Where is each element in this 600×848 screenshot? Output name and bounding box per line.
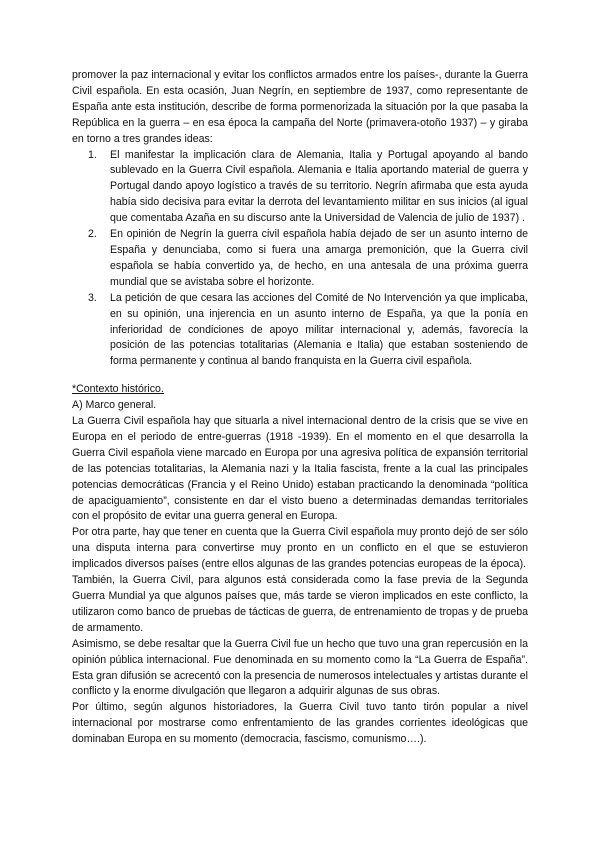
list-item-text: En opinión de Negrín la guerra civil española había dejado de ser un asunto interno de España y denunciaba, como si fuera una amarga premonición, que la Guerra civil española se había convertido ya, de hecho, en una antesala de una próxima guerra mundial que se avistaba sobre el horizonte. [110,228,528,288]
intro-paragraph: promover la paz internacional y evitar los conflictos armados entre los países-, durante la Guerra Civil española. En esta ocasión, Juan Negrín, en septiembre de 1937, como representante de España ante esta institución, describe de forma pormenorizada la situación por la que pasaba la República en la guerra – en esa época la campaña del Norte (primavera-otoño 1937) – y giraba en torno a tres grandes ideas: [72,69,528,145]
list-item-text: La petición de que cesara las acciones del Comité de No Intervención ya que implicaba, en su opinión, una injerencia en un asunto interno de España, ya que la ponía en inferioridad de condiciones de apoyo militar internacional y, además, favorecía la posición de las potencias totalitarias (Alemania e Italia) que estaban sosteniendo de forma permanente y continua al bando franquista en la Guerra civil española. [110,291,528,368]
document-page [72,68,528,748]
list-item [72,227,528,291]
list-item-text: El manifestar la implicación clara de Alemania, Italia y Portugal apoyando al bando sublevado en la Guerra Civil española. Alemania e Italia aportando material de guerra y Portugal dando apoyo logístico a través de su territorio. Negrín afirmaba que esta ayuda había sido decisiva para evitar la derrota del levantamiento militar en sus inicios (al igual que comentaba Azaña en su discurso ante la Universidad de Valencia de julio de 1937) . [110,148,528,225]
body-paragraph: Asimismo, se debe resaltar que la Guerra Civil fue un hecho que tuvo una gran repercusión en la opinión pública internacional. Fue denominada en su momento como la “La Guerra de España”. Esta gran difusión se acrecentó con la presencia de numerosos intelectuales y artistas durante el conflicto y la enorme divulgación que llegaron a adquirir algunas de sus obras. [72,637,528,698]
body-paragraph: También, la Guerra Civil, para algunos está considerada como la fase previa de la Segunda Guerra Mundial ya que algunos países que, más tarde se vieron implicados en este conflicto, la utilizaron como banco de pruebas de tácticas de guerra, de entrenamiento de tropas y de prueba de armamento. [72,574,528,634]
list-item-number: 1. [88,148,97,161]
list-item [72,148,528,228]
ideas-list [72,148,528,371]
body-paragraph: Por otra parte, hay que tener en cuenta que la Guerra Civil española muy pronto dejó de ser sólo una disputa interna para convertirse muy pronto en un conflicto en el que se estuvieron implicados diversos países (entre ellos algunas de las grandes potencias europeas de la época). [72,526,528,571]
list-item-number: 3. [88,291,97,304]
list-item-number: 2. [88,228,97,241]
section-heading: *Contexto histórico. [72,383,164,396]
subheading: A) Marco general. [72,399,157,412]
list-item [72,291,528,371]
body-paragraph: Por último, según algunos historiadores, la Guerra Civil tuvo tanto tirón popular a nivel internacional por mostrarse como enfrentamiento de las grandes corrientes ideológicas que dominaban Europa en su momento (democracia, fascismo, comunismo….). [72,701,528,746]
body-paragraph: La Guerra Civil española hay que situarla a nivel internacional dentro de la crisis que se vive en Europa en el periodo de entre-guerras (1918 -1939). En el momento en el que desarrolla la Guerra Civil española viene marcado en Europa por una agresiva política de expansión territorial de las potencias totalitarias, la Alemania nazi y la Italia fascista, frente a la cual las principales potencias democráticas (Francia y el Reino Unido) estaban practicando la denominada “política de apaciguamiento”, consistente en dar el visto bueno a determinadas demandas territoriales con el propósito de evitar una guerra general en Europa. [72,415,528,523]
